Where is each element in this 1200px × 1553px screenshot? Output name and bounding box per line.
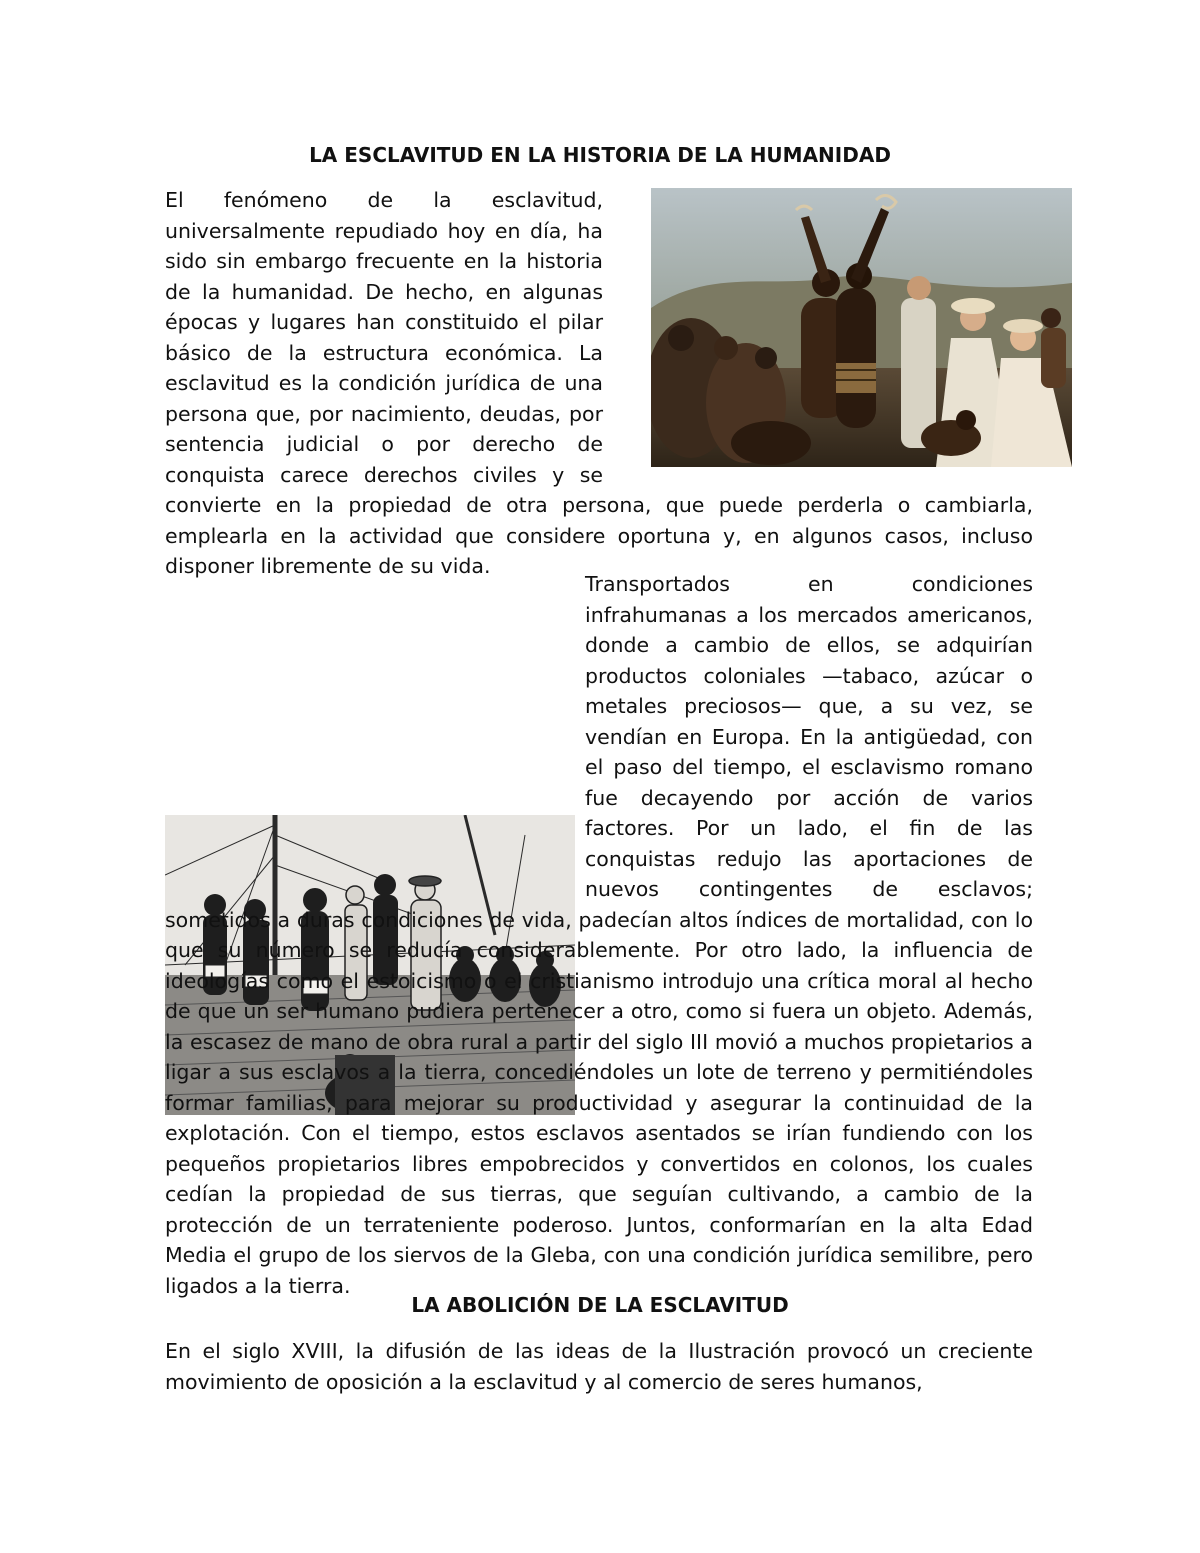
figure-spacer-left [165, 569, 585, 884]
figure-spacer-right [603, 185, 1033, 475]
paragraph-abolition-text: En el siglo XVIII, la difusión de las ideas de la Ilustración provocó un creciente movimiento de oposición a la esclavitud y al comercio de seres humanos, [165, 1339, 1033, 1394]
paragraph-history-text: Transportados en condiciones infrahumanas a los mercados americanos, donde a cambio de ellos, se adquirían productos coloniales —tabaco, azúcar o metales preciosos— que, a su vez, se vendían en Europa. En la antigüedad, con el paso del tiempo, el esclavismo romano fue decayendo por acción de varios factores. Por un lado, el fin de las conquistas redujo las aportaciones de nuevos contingentes de esclavos; sometidos a duras condiciones de vida, padecían altos índices de mortalidad, con lo que su número se reducía considerablemente. Por otro lado, la influencia de ideologías como el estoicismo o el cristianismo introdujo una crítica moral al hecho de que un ser humano pudiera pertenecer a otro, como si fuera un objeto. Además, la escasez de mano de obra rural a partir del siglo III movió a muchos propietarios a ligar a sus esclavos a la tierra, concediéndoles un lote de terreno y permitiéndoles formar familias, para mejorar su productividad y asegurar la continuidad de la explotación. Con el tiempo, estos esclavos asentados se irían fundiendo con los pequeños propietarios libres empobrecidos y convertidos en colonos, los cuales cedían la propiedad de sus tierras, que seguían cultivando, a cambio de la protección de un terrateniente poderoso. Juntos, conformarían en la alta Edad Media el grupo de los siervos de la Gleba, con una condición jurídica semilibre, pero ligados a la tierra. [165, 572, 1033, 1298]
page-title: LA ESCLAVITUD EN LA HISTORIA DE LA HUMANIDAD [309, 143, 891, 167]
paragraph-intro [165, 185, 1033, 582]
paragraph-history [165, 569, 1033, 1301]
paragraph-intro-text: El fenómeno de la esclavitud, universalmente repudiado hoy en día, ha sido sin embargo frecuente en la historia de la humanidad. De hecho, en algunas épocas y lugares han constituido el pilar básico de la estructura económica. La esclavitud es la condición jurídica de una persona que, por nacimiento, deudas, por sentencia judicial o por derecho de conquista carece derechos civiles y se convierte en la propiedad de otra persona, que puede perderla o cambiarla, emplearla en la actividad que considere oportuna y, en algunos casos, incluso disponer libremente de su vida. [165, 188, 1033, 578]
section-title: LA ABOLICIÓN DE LA ESCLAVITUD [411, 1293, 789, 1317]
paragraph-abolition [165, 1336, 1033, 1397]
